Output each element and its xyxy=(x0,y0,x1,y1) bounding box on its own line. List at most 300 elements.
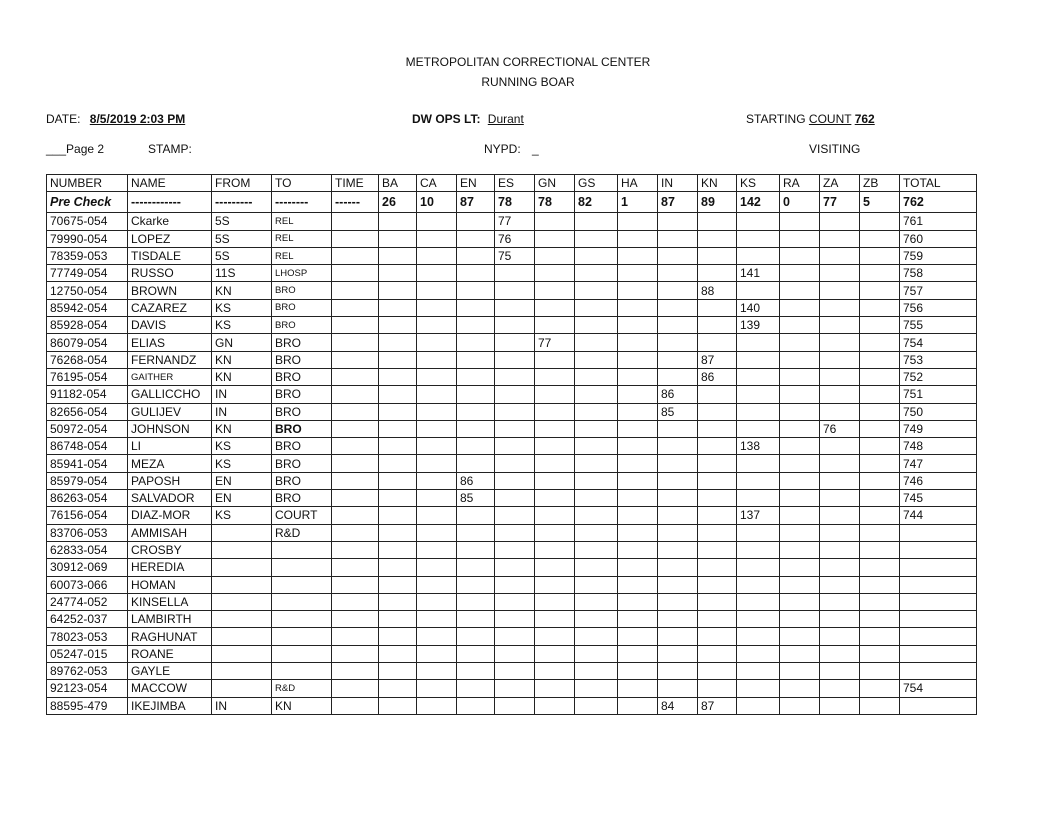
table-cell xyxy=(780,247,820,264)
dw-ops-lt-label: DW OPS LT: xyxy=(412,112,481,126)
table-cell xyxy=(658,628,698,645)
inmate-name-cell: GALLICCHO xyxy=(128,386,212,403)
table-cell xyxy=(698,611,737,628)
table-row xyxy=(47,334,977,351)
table-cell xyxy=(379,524,417,541)
total-cell: 761 xyxy=(900,213,977,230)
table-cell xyxy=(658,576,698,593)
table-cell xyxy=(417,403,457,420)
table-cell xyxy=(457,593,495,610)
table-cell: 86 xyxy=(658,386,698,403)
table-cell xyxy=(737,490,780,507)
table-row xyxy=(47,282,977,299)
table-cell xyxy=(737,351,780,368)
table-cell: REL xyxy=(272,230,332,247)
precheck-row xyxy=(47,192,977,213)
table-cell xyxy=(820,507,860,524)
inmate-number-cell: 86748-054 xyxy=(47,438,128,455)
table-row xyxy=(47,611,977,628)
table-cell xyxy=(535,593,575,610)
total-cell: 752 xyxy=(900,368,977,385)
table-cell xyxy=(658,559,698,576)
table-cell xyxy=(535,559,575,576)
total-cell: 745 xyxy=(900,490,977,507)
table-cell xyxy=(658,299,698,316)
table-cell xyxy=(658,247,698,264)
table-cell xyxy=(658,351,698,368)
table-cell xyxy=(860,507,900,524)
table-cell xyxy=(737,680,780,697)
table-cell xyxy=(698,593,737,610)
table-cell xyxy=(575,645,618,662)
inmate-number-cell: 78023-053 xyxy=(47,628,128,645)
table-cell: COURT xyxy=(272,507,332,524)
table-cell xyxy=(535,403,575,420)
table-cell xyxy=(272,593,332,610)
table-cell xyxy=(575,438,618,455)
inmate-number-cell: 05247-015 xyxy=(47,645,128,662)
table-cell xyxy=(618,403,658,420)
inmate-number-cell: 79990-054 xyxy=(47,230,128,247)
nypd-value: _ xyxy=(532,142,539,156)
table-cell: KS xyxy=(212,455,272,472)
table-cell xyxy=(737,386,780,403)
table-cell xyxy=(495,611,535,628)
inmate-number-cell: 76156-054 xyxy=(47,507,128,524)
table-cell xyxy=(618,351,658,368)
table-cell xyxy=(457,282,495,299)
table-row xyxy=(47,559,977,576)
inmate-name-cell: LAMBIRTH xyxy=(128,611,212,628)
table-cell xyxy=(535,420,575,437)
precheck-cell: 5 xyxy=(860,192,900,213)
table-cell xyxy=(379,628,417,645)
table-cell: KN xyxy=(212,351,272,368)
inmate-name-cell: JOHNSON xyxy=(128,420,212,437)
table-cell xyxy=(457,559,495,576)
table-cell xyxy=(272,663,332,680)
table-row xyxy=(47,663,977,680)
column-header-time: TIME xyxy=(332,175,379,192)
total-cell: 757 xyxy=(900,282,977,299)
inmate-number-cell: 60073-066 xyxy=(47,576,128,593)
table-cell xyxy=(780,611,820,628)
inmate-number-cell: 83706-053 xyxy=(47,524,128,541)
table-cell xyxy=(780,472,820,489)
table-cell: BRO xyxy=(272,334,332,351)
table-cell xyxy=(575,663,618,680)
table-cell xyxy=(495,593,535,610)
table-cell xyxy=(780,628,820,645)
starting-count-field xyxy=(746,112,875,126)
table-cell xyxy=(820,265,860,282)
table-cell xyxy=(820,559,860,576)
date-value: 8/5/2019 2:03 PM xyxy=(89,112,186,126)
total-cell xyxy=(900,611,977,628)
table-cell xyxy=(379,386,417,403)
table-cell xyxy=(575,265,618,282)
table-cell: 84 xyxy=(658,697,698,714)
table-cell xyxy=(457,611,495,628)
table-cell xyxy=(618,697,658,714)
table-cell xyxy=(212,645,272,662)
table-cell xyxy=(495,334,535,351)
table-cell xyxy=(618,663,658,680)
table-cell xyxy=(379,645,417,662)
table-cell xyxy=(379,576,417,593)
table-cell xyxy=(379,265,417,282)
table-cell xyxy=(820,645,860,662)
table-cell xyxy=(780,524,820,541)
table-cell xyxy=(820,403,860,420)
table-cell xyxy=(535,299,575,316)
table-cell xyxy=(417,247,457,264)
table-cell xyxy=(860,663,900,680)
inmate-number-cell: 85942-054 xyxy=(47,299,128,316)
table-cell: 86 xyxy=(698,368,737,385)
inmate-name-cell: LI xyxy=(128,438,212,455)
table-cell xyxy=(457,680,495,697)
table-cell xyxy=(780,230,820,247)
table-cell xyxy=(737,472,780,489)
table-cell xyxy=(457,213,495,230)
table-cell xyxy=(737,611,780,628)
precheck-cell: 87 xyxy=(658,192,698,213)
table-cell xyxy=(575,628,618,645)
inmate-name-cell: IKEJIMBA xyxy=(128,697,212,714)
table-cell xyxy=(332,507,379,524)
table-cell xyxy=(379,230,417,247)
table-cell: BRO xyxy=(272,317,332,334)
table-cell xyxy=(575,611,618,628)
inmate-name-cell: RAGHUNAT xyxy=(128,628,212,645)
precheck-cell: 762 xyxy=(900,192,977,213)
table-cell xyxy=(417,490,457,507)
table-cell xyxy=(698,386,737,403)
nypd-label: NYPD: xyxy=(484,142,521,156)
table-cell xyxy=(379,559,417,576)
inmate-name-cell: KINSELLA xyxy=(128,593,212,610)
table-cell xyxy=(780,386,820,403)
count-value: 762 xyxy=(854,112,875,126)
table-cell xyxy=(379,351,417,368)
table-cell xyxy=(658,507,698,524)
precheck-cell: ------------ xyxy=(128,192,212,213)
table-cell: BRO xyxy=(272,403,332,420)
date-field xyxy=(46,112,185,126)
inmate-name-cell: ROANE xyxy=(128,645,212,662)
inmate-name-cell: RUSSO xyxy=(128,265,212,282)
table-cell xyxy=(698,420,737,437)
table-cell xyxy=(860,645,900,662)
table-cell xyxy=(417,265,457,282)
table-cell xyxy=(457,438,495,455)
table-cell xyxy=(860,680,900,697)
inmate-number-cell: 89762-053 xyxy=(47,663,128,680)
inmate-number-cell: 82656-054 xyxy=(47,403,128,420)
table-cell xyxy=(332,403,379,420)
table-cell xyxy=(860,524,900,541)
table-cell xyxy=(618,628,658,645)
precheck-cell: 10 xyxy=(417,192,457,213)
table-cell xyxy=(780,507,820,524)
table-cell xyxy=(618,680,658,697)
table-cell xyxy=(332,230,379,247)
table-cell xyxy=(417,386,457,403)
table-cell xyxy=(860,628,900,645)
table-cell: 87 xyxy=(698,351,737,368)
table-cell xyxy=(860,559,900,576)
document-title: METROPOLITAN CORRECTIONAL CENTER xyxy=(405,55,651,69)
total-cell xyxy=(900,541,977,558)
table-cell: 139 xyxy=(737,317,780,334)
table-cell xyxy=(417,299,457,316)
column-header-es: ES xyxy=(495,175,535,192)
table-cell xyxy=(860,368,900,385)
total-cell xyxy=(900,524,977,541)
total-cell: 759 xyxy=(900,247,977,264)
inmate-number-cell: 88595-479 xyxy=(47,697,128,714)
table-cell xyxy=(495,403,535,420)
inmate-number-cell: 12750-054 xyxy=(47,282,128,299)
table-cell: BRO xyxy=(272,351,332,368)
table-cell xyxy=(332,628,379,645)
table-cell xyxy=(535,645,575,662)
table-cell xyxy=(737,420,780,437)
table-cell xyxy=(379,507,417,524)
table-cell xyxy=(618,420,658,437)
table-cell xyxy=(737,593,780,610)
table-cell xyxy=(457,351,495,368)
table-row xyxy=(47,265,977,282)
inmate-number-cell: 78359-053 xyxy=(47,247,128,264)
document-subtitle: RUNNING BOAR xyxy=(481,75,575,89)
table-cell xyxy=(820,455,860,472)
table-cell xyxy=(457,265,495,282)
table-cell: BRO xyxy=(272,282,332,299)
table-cell xyxy=(272,541,332,558)
table-cell xyxy=(820,697,860,714)
table-cell xyxy=(820,317,860,334)
table-cell xyxy=(212,524,272,541)
table-cell xyxy=(780,438,820,455)
table-cell: BRO xyxy=(272,299,332,316)
inmate-number-cell: 85941-054 xyxy=(47,455,128,472)
table-cell xyxy=(860,697,900,714)
table-cell xyxy=(575,368,618,385)
table-row xyxy=(47,455,977,472)
table-cell xyxy=(272,628,332,645)
table-cell xyxy=(737,282,780,299)
table-cell xyxy=(698,230,737,247)
precheck-cell: 142 xyxy=(737,192,780,213)
table-cell xyxy=(212,593,272,610)
total-cell: 751 xyxy=(900,386,977,403)
table-cell xyxy=(332,524,379,541)
table-cell: 86 xyxy=(457,472,495,489)
table-cell xyxy=(698,403,737,420)
precheck-cell: 82 xyxy=(575,192,618,213)
table-cell: 5S xyxy=(212,230,272,247)
table-cell xyxy=(698,247,737,264)
table-cell xyxy=(860,472,900,489)
table-cell xyxy=(535,247,575,264)
page-number: ___Page 2 xyxy=(46,142,105,156)
table-cell xyxy=(737,247,780,264)
table-cell xyxy=(820,663,860,680)
table-cell xyxy=(417,368,457,385)
table-cell: 5S xyxy=(212,247,272,264)
precheck-cell: Pre Check xyxy=(47,192,128,213)
table-cell xyxy=(860,593,900,610)
table-cell: KS xyxy=(212,507,272,524)
table-cell: 85 xyxy=(457,490,495,507)
table-cell xyxy=(658,490,698,507)
table-cell xyxy=(780,663,820,680)
table-cell xyxy=(457,247,495,264)
table-row xyxy=(47,438,977,455)
table-cell xyxy=(820,247,860,264)
table-cell xyxy=(332,455,379,472)
table-cell xyxy=(212,559,272,576)
table-cell xyxy=(698,334,737,351)
table-row xyxy=(47,628,977,645)
table-cell xyxy=(457,697,495,714)
table-cell xyxy=(457,386,495,403)
table-cell xyxy=(332,334,379,351)
table-cell xyxy=(495,368,535,385)
table-cell xyxy=(495,559,535,576)
table-cell xyxy=(820,680,860,697)
inmate-number-cell: 85928-054 xyxy=(47,317,128,334)
table-cell xyxy=(698,490,737,507)
table-cell xyxy=(737,697,780,714)
total-cell: 747 xyxy=(900,455,977,472)
table-cell xyxy=(332,265,379,282)
table-row xyxy=(47,213,977,230)
table-cell xyxy=(332,593,379,610)
table-cell xyxy=(212,541,272,558)
table-cell xyxy=(737,368,780,385)
table-cell xyxy=(658,541,698,558)
column-header-number: NUMBER xyxy=(47,175,128,192)
table-cell xyxy=(860,420,900,437)
table-cell xyxy=(212,628,272,645)
table-cell xyxy=(457,317,495,334)
precheck-cell: 1 xyxy=(618,192,658,213)
table-cell xyxy=(698,541,737,558)
table-cell xyxy=(417,455,457,472)
table-cell xyxy=(457,663,495,680)
table-cell xyxy=(535,611,575,628)
table-cell xyxy=(860,299,900,316)
table-cell xyxy=(457,541,495,558)
date-label: DATE: xyxy=(46,112,81,126)
table-cell xyxy=(618,213,658,230)
table-cell xyxy=(535,472,575,489)
table-cell xyxy=(820,524,860,541)
table-cell xyxy=(575,524,618,541)
table-cell xyxy=(658,680,698,697)
table-cell xyxy=(495,317,535,334)
total-cell: 758 xyxy=(900,265,977,282)
table-cell xyxy=(860,576,900,593)
table-cell xyxy=(737,628,780,645)
table-row xyxy=(47,351,977,368)
table-cell xyxy=(417,438,457,455)
inmate-number-cell: 24774-052 xyxy=(47,593,128,610)
table-cell xyxy=(820,230,860,247)
header-row xyxy=(47,175,977,192)
table-cell: BRO xyxy=(272,455,332,472)
column-header-zb: ZB xyxy=(860,175,900,192)
table-cell xyxy=(535,230,575,247)
column-header-kn: KN xyxy=(698,175,737,192)
table-cell xyxy=(457,645,495,662)
table-cell xyxy=(698,663,737,680)
table-cell xyxy=(575,386,618,403)
table-cell: 140 xyxy=(737,299,780,316)
table-cell xyxy=(212,680,272,697)
table-cell xyxy=(860,490,900,507)
table-row xyxy=(47,507,977,524)
table-row xyxy=(47,472,977,489)
table-cell xyxy=(535,438,575,455)
inmate-name-cell: Ckarke xyxy=(128,213,212,230)
dw-ops-lt-field xyxy=(412,112,548,126)
table-cell xyxy=(780,420,820,437)
table-row xyxy=(47,490,977,507)
table-cell xyxy=(658,282,698,299)
table-cell xyxy=(495,299,535,316)
table-cell: BRO xyxy=(272,438,332,455)
table-cell xyxy=(780,403,820,420)
table-cell xyxy=(737,541,780,558)
table-cell xyxy=(618,317,658,334)
table-cell xyxy=(575,317,618,334)
table-cell: 11S xyxy=(212,265,272,282)
table-cell: 75 xyxy=(495,247,535,264)
table-cell xyxy=(618,386,658,403)
table-cell xyxy=(457,576,495,593)
table-cell xyxy=(379,282,417,299)
table-cell xyxy=(575,213,618,230)
table-cell xyxy=(535,455,575,472)
table-cell xyxy=(658,663,698,680)
table-cell xyxy=(618,265,658,282)
total-cell: 755 xyxy=(900,317,977,334)
table-cell xyxy=(860,247,900,264)
table-cell xyxy=(535,282,575,299)
inmate-number-cell: 86263-054 xyxy=(47,490,128,507)
table-cell xyxy=(780,455,820,472)
table-cell xyxy=(332,317,379,334)
table-cell: KN xyxy=(212,282,272,299)
table-row xyxy=(47,645,977,662)
column-header-gn: GN xyxy=(535,175,575,192)
table-cell: 76 xyxy=(495,230,535,247)
table-cell xyxy=(379,611,417,628)
table-cell xyxy=(495,472,535,489)
table-cell xyxy=(495,490,535,507)
total-cell: 754 xyxy=(900,680,977,697)
table-cell: BRO xyxy=(272,490,332,507)
column-header-ha: HA xyxy=(618,175,658,192)
table-cell xyxy=(495,628,535,645)
table-cell xyxy=(332,438,379,455)
table-cell xyxy=(737,524,780,541)
table-cell: IN xyxy=(212,403,272,420)
